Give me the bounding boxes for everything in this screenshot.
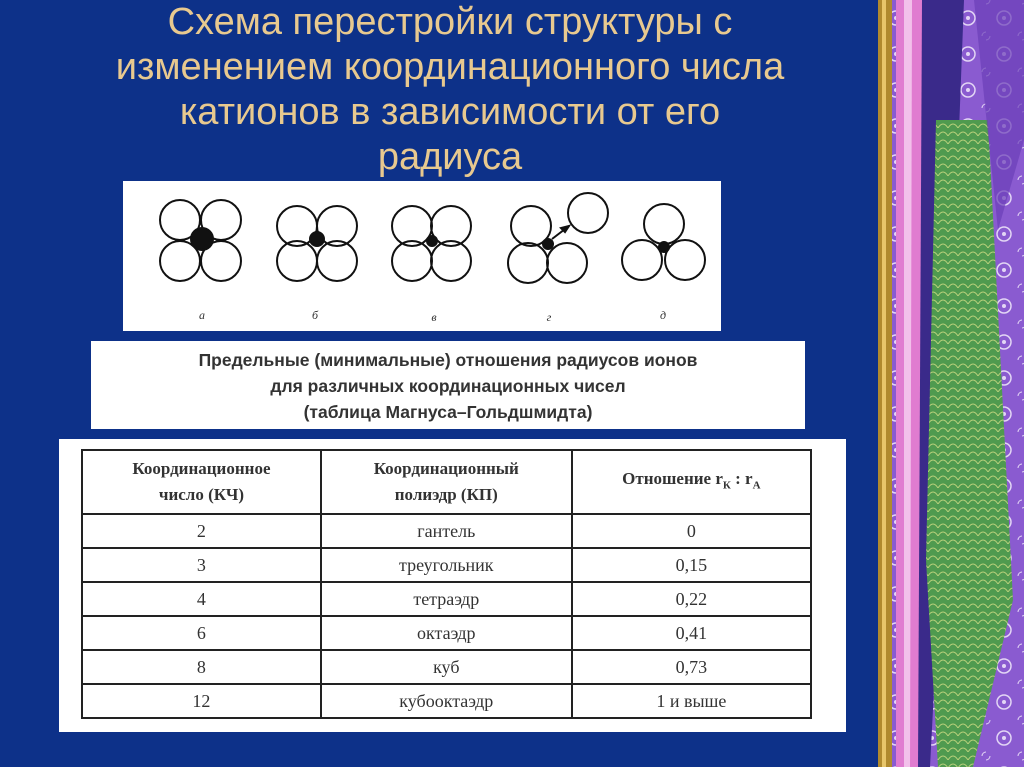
cell-cn: 2 [82, 514, 321, 548]
figure-label-c: в [431, 310, 437, 324]
table-row [82, 650, 811, 684]
coordination-figure [123, 181, 721, 331]
cell-polyhedron: октаэдр [321, 616, 572, 650]
cell-polyhedron: тетраэдр [321, 582, 572, 616]
cell-polyhedron: треугольник [321, 548, 572, 582]
cell-polyhedron: гантель [321, 514, 572, 548]
slide-title [40, 0, 860, 180]
table-panel [59, 439, 846, 732]
cell-polyhedron: куб [321, 650, 572, 684]
table-row [82, 616, 811, 650]
table-row [82, 514, 811, 548]
cell-ratio: 0,15 [572, 548, 811, 582]
goldschmidt-table [81, 449, 812, 719]
title-line: катионов в зависимости от его [179, 91, 721, 133]
table-header-row [82, 450, 811, 514]
table-row [82, 548, 811, 582]
scheme-d [508, 193, 608, 283]
cell-cn: 12 [82, 684, 321, 718]
figure-label-a: а [199, 308, 205, 322]
title-line: радиуса [377, 136, 523, 178]
header-polyhedron: Координационный полиэдр (КП) [321, 450, 572, 514]
title-line: Схема перестройки структуры с [167, 1, 733, 43]
cell-ratio: 0 [572, 514, 811, 548]
figure-label-b: б [311, 308, 319, 322]
decorative-side-panel [878, 0, 1024, 767]
cell-ratio: 0,41 [572, 616, 811, 650]
cell-cn: 8 [82, 650, 321, 684]
figure-label-d: г [546, 310, 552, 324]
cell-cn: 4 [82, 582, 321, 616]
caption-line: для различных координационных чисел [270, 376, 626, 396]
cell-ratio: 0,22 [572, 582, 811, 616]
table-caption [91, 341, 805, 429]
decorative-pattern [878, 0, 1024, 767]
cell-cn: 3 [82, 548, 321, 582]
cell-cn: 6 [82, 616, 321, 650]
table-body [82, 514, 811, 718]
cell-ratio: 1 и выше [572, 684, 811, 718]
header-ratio: Отношение $r_К$ : $r_А$ [572, 450, 811, 514]
caption-line: (таблица Магнуса–Гольдшмидта) [303, 402, 593, 422]
cell-polyhedron: кубооктаэдр [321, 684, 572, 718]
title-line: изменением координационного числа [115, 46, 785, 88]
caption-line: Предельные (минимальные) отношения радиусов ионов [198, 350, 698, 370]
cell-ratio: 0,73 [572, 650, 811, 684]
table-row [82, 582, 811, 616]
figure-label-e: д [659, 308, 667, 322]
scheme-e [622, 204, 705, 280]
table-row [82, 684, 811, 718]
coordination-diagram [123, 181, 721, 331]
scheme-c [392, 206, 471, 281]
scheme-b [277, 206, 357, 281]
scheme-a [160, 200, 241, 281]
header-cn: Координационное число (КЧ) [82, 450, 321, 514]
